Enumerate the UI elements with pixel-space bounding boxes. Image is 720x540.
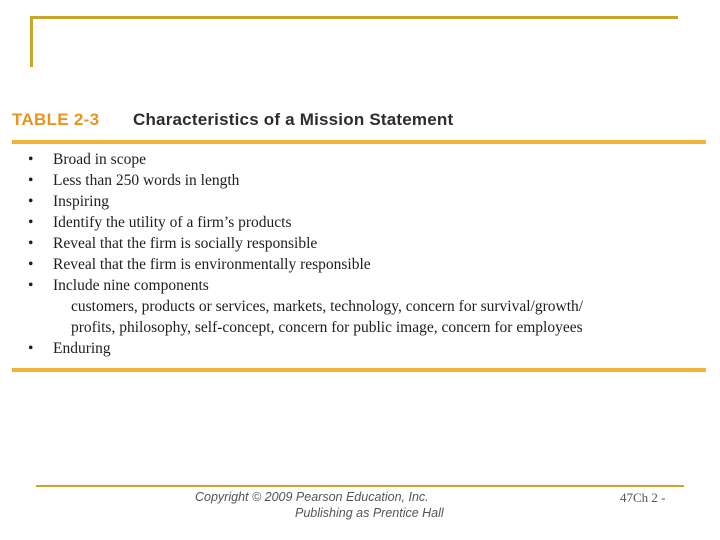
bullet-icon: • xyxy=(28,172,34,189)
table-title: Characteristics of a Mission Statement xyxy=(133,110,454,129)
bullet-icon: • xyxy=(28,214,34,231)
frame-top-border xyxy=(30,16,678,19)
list-item-text: Reveal that the firm is socially responsible xyxy=(53,235,318,252)
list-item-text: Inspiring xyxy=(53,193,109,210)
list-item-text: Include nine components xyxy=(53,277,209,294)
bullet-icon: • xyxy=(28,340,34,357)
footer-rule xyxy=(36,485,684,487)
components-detail-text: customers, products or services, markets, technology, concern for survival/growth/ xyxy=(71,298,584,315)
components-detail-text: profits, philosophy, self-concept, concern for public image, concern for employees xyxy=(71,319,583,336)
table-header xyxy=(12,106,712,136)
bullet-icon: • xyxy=(28,277,34,294)
list-item-text: Broad in scope xyxy=(53,151,146,168)
bullet-icon: • xyxy=(28,193,34,210)
table-bottom-rule xyxy=(12,368,706,372)
slide-number: 47Ch 2 - xyxy=(620,490,666,505)
list-item-text: Enduring xyxy=(53,340,111,357)
table-top-rule xyxy=(12,140,706,144)
copyright-notice xyxy=(195,489,475,521)
bullet-icon: • xyxy=(28,151,34,168)
bullet-icon: • xyxy=(28,256,34,273)
frame-left-border xyxy=(30,16,33,67)
list-item-text: Reveal that the firm is environmentally responsible xyxy=(53,256,371,273)
publisher-line: Publishing as Prentice Hall xyxy=(295,506,444,520)
list-item-text: Less than 250 words in length xyxy=(53,172,240,189)
copyright-line: Copyright © 2009 Pearson Education, Inc. xyxy=(195,490,429,504)
list-item-text: Identify the utility of a firm’s products xyxy=(53,214,292,231)
bullet-icon: • xyxy=(28,235,34,252)
table-number: TABLE 2-3 xyxy=(12,110,100,129)
